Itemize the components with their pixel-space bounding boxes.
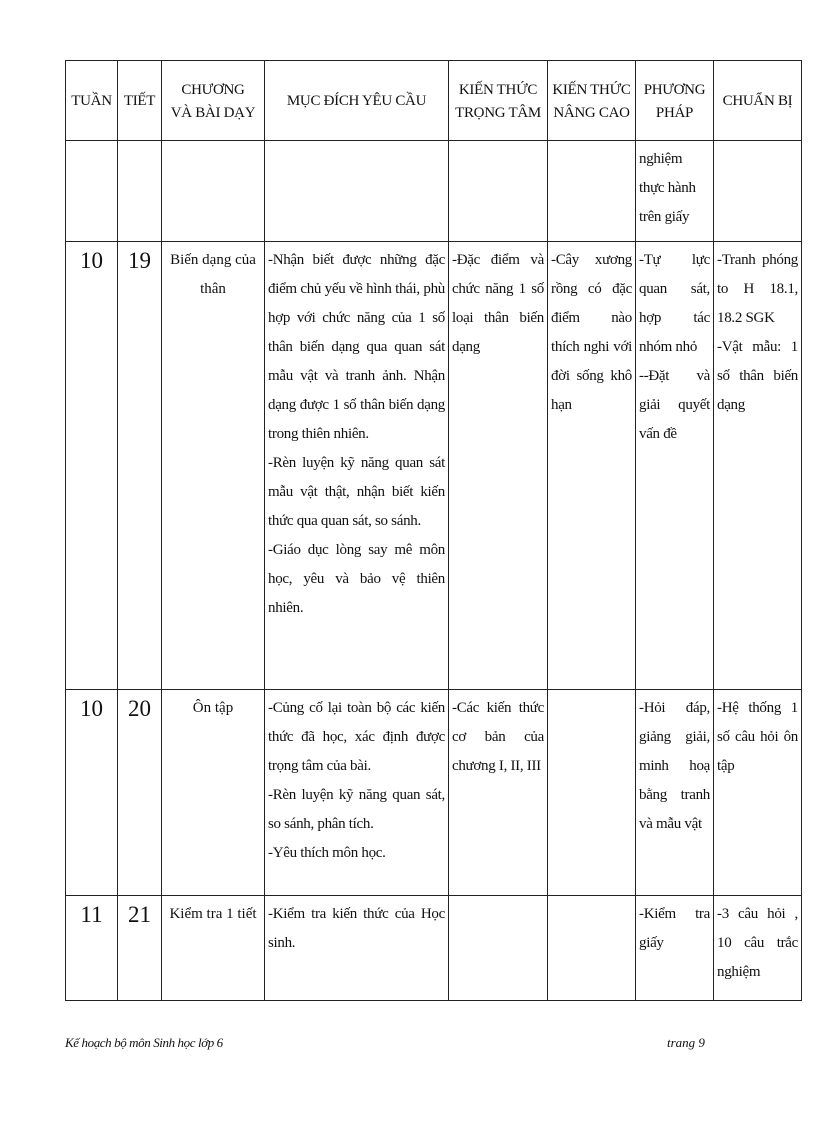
cell-chuan-bi: -3 câu hỏi , 10 câu trắc nghiệm: [714, 896, 802, 1001]
header-nang-cao: [548, 61, 636, 141]
cell-tuan: 11: [66, 896, 118, 1001]
cell-tiet: 19: [118, 242, 162, 690]
cell-chuong: Ôn tập: [162, 690, 265, 896]
cell-phuong-phap: -Kiểm tra giấy: [636, 896, 714, 1001]
cell-nang-cao: [548, 690, 636, 896]
cell-chuan-bi: -Hệ thống 1 số câu hỏi ôn tập: [714, 690, 802, 896]
cell-empty: [449, 141, 548, 242]
cell-muc-dich: -Nhận biết được những đặc điểm chủ yếu về hình thái, phù hợp với chức năng của 1 số thân biến dạng qua quan sát mẫu vật và tranh ảnh. Nhận dạng được 1 số thân biến dạng trong thiên nhiên. -Rèn luyện kỹ năng quan sát mẫu vật thật, nhận biết kiến thức qua quan sát, so sánh. -Giáo dục lòng say mê môn học, yêu và bảo vệ thiên nhiên.: [265, 242, 449, 690]
header-nang-cao-line: NÂNG CAO: [553, 104, 630, 121]
continued-line: nghiệm: [639, 151, 683, 167]
cell-phuong-phap: -Tự lực quan sát, hợp tác nhóm nhỏ --Đặt và giải quyết vấn đề: [636, 242, 714, 690]
cell-tiet: 20: [118, 690, 162, 896]
cell-tuan: 10: [66, 690, 118, 896]
cell-trong-tam: [449, 896, 548, 1001]
cell-nang-cao: [548, 896, 636, 1001]
header-muc-dich: MỤC ĐÍCH YÊU CẦU: [265, 61, 449, 141]
cell-empty: [548, 141, 636, 242]
header-chuan-bi: CHUẨN BỊ: [714, 61, 802, 141]
header-trong-tam-line: KIẾN THỨC: [458, 81, 538, 98]
header-nang-cao-line: KIẾN THỨC: [552, 81, 631, 98]
header-row: [66, 61, 802, 141]
cell-muc-dich: -Kiểm tra kiến thức của Học sinh.: [265, 896, 449, 1001]
header-chuong: [162, 61, 265, 141]
cell-tiet: 21: [118, 896, 162, 1001]
continuation-row: [66, 141, 802, 242]
footer-title: Kế hoạch bộ môn Sinh học lớp 6: [65, 1035, 223, 1050]
header-tiet: TIẾT: [118, 61, 162, 141]
cell-empty: [265, 141, 449, 242]
continued-line: trên giấy: [639, 209, 690, 225]
lesson-plan-table: [65, 60, 802, 1001]
cell-empty: [714, 141, 802, 242]
cell-chuong: Biến dạng của thân: [162, 242, 265, 690]
header-tuan: TUẦN: [66, 61, 118, 141]
header-phuong-phap: [636, 61, 714, 141]
cell-chuan-bi: -Tranh phóng to H 18.1, 18.2 SGK -Vật mẫu: 1 số thân biến dạng: [714, 242, 802, 690]
table-row: [66, 242, 802, 690]
header-phuong-phap-line: PHÁP: [655, 104, 694, 121]
header-trong-tam-line: TRỌNG TÂM: [455, 104, 541, 121]
table-row: [66, 896, 802, 1001]
cell-nang-cao: -Cây xương rồng có đặc điểm nào thích nghi với đời sống khô hạn: [548, 242, 636, 690]
header-trong-tam: [449, 61, 548, 141]
cell-empty: [118, 141, 162, 242]
cell-chuong: Kiểm tra 1 tiết: [162, 896, 265, 1001]
page-number: trang 9: [667, 1035, 705, 1050]
header-chuong-line: CHƯƠNG: [181, 81, 245, 98]
cell-empty: [162, 141, 265, 242]
cell-trong-tam: -Đặc điểm và chức năng 1 số loại thân biến dạng: [449, 242, 548, 690]
cell-muc-dich: -Củng cố lại toàn bộ các kiến thức đã học, xác định được trọng tâm của bài. -Rèn luyện kỹ năng quan sát, so sánh, phân tích. -Yêu thích môn học.: [265, 690, 449, 896]
table-row: [66, 690, 802, 896]
cell-tuan: 10: [66, 242, 118, 690]
continued-line: thực hành: [639, 180, 696, 196]
cell-trong-tam: -Các kiến thức cơ bản của chương I, II, III: [449, 690, 548, 896]
cell-empty: [66, 141, 118, 242]
cell-phuong-phap: -Hỏi đáp, giảng giải, minh hoạ bằng tranh và mẫu vật: [636, 690, 714, 896]
header-chuong-line: VÀ BÀI DẠY: [170, 104, 256, 121]
cell-phuong-phap-continued: [636, 141, 714, 242]
header-phuong-phap-line: PHƯƠNG: [643, 81, 706, 98]
